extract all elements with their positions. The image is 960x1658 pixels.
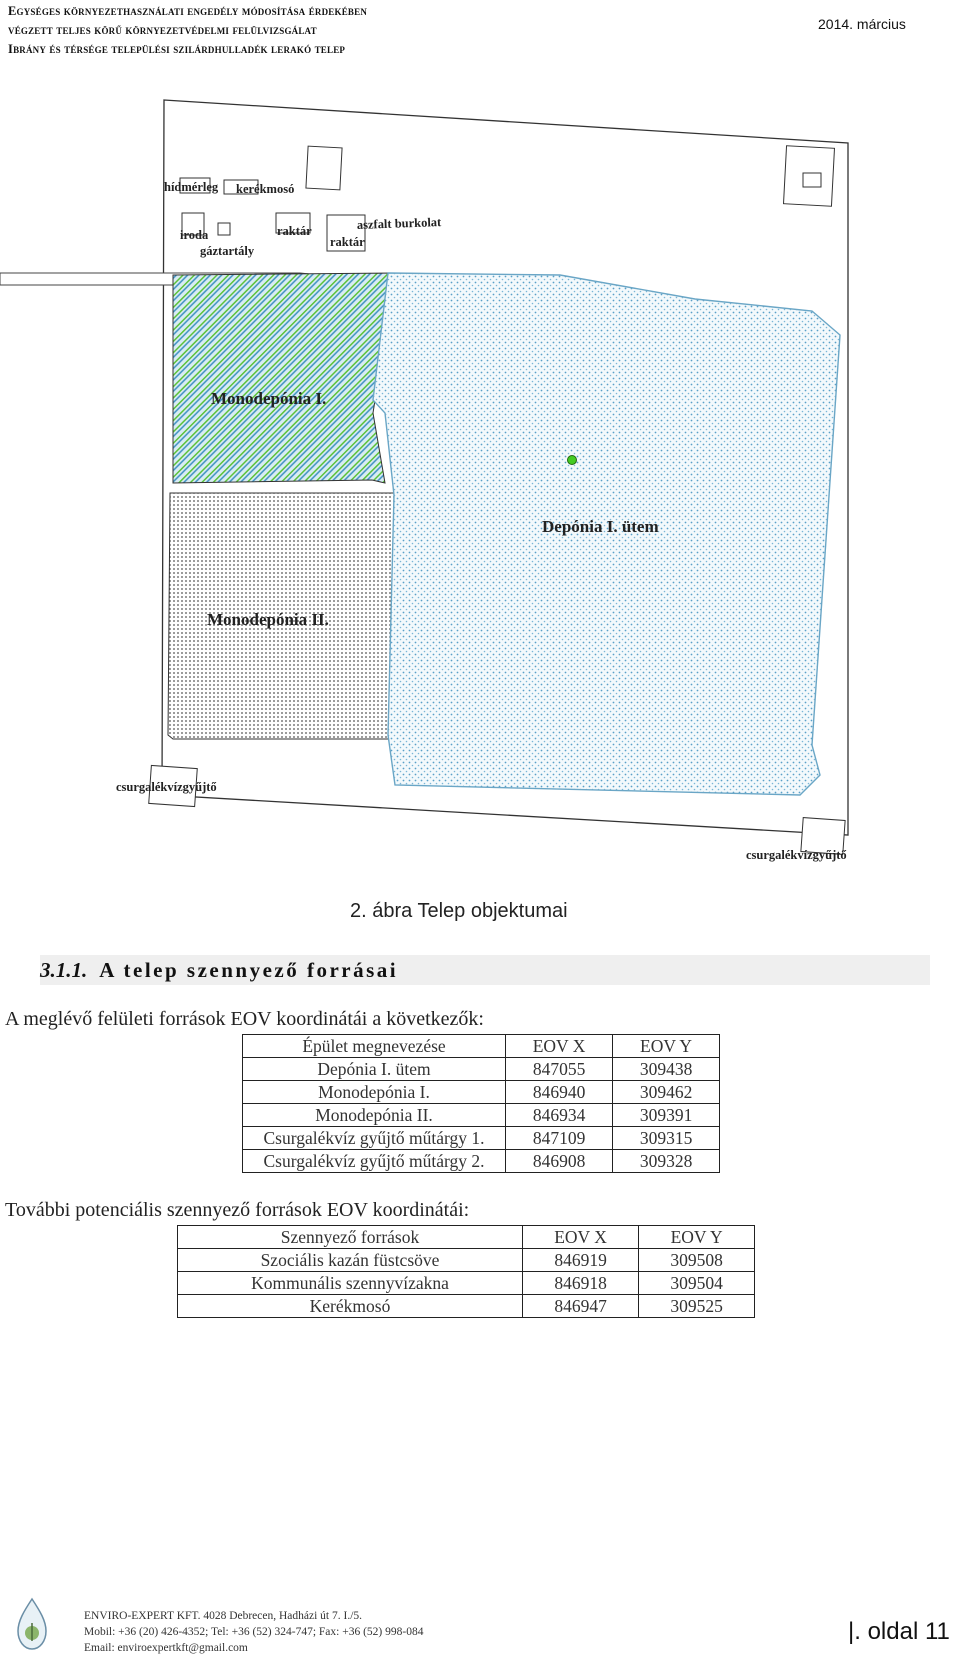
table-cell: Kerékmosó — [178, 1295, 523, 1318]
table-cell: 309525 — [639, 1295, 755, 1318]
map-label-hidmerleg: hídmérleg — [164, 180, 219, 194]
section-title: A telep szennyező forrásai — [99, 957, 399, 982]
table-potential-sources — [177, 1225, 755, 1318]
map-label-aszfalt: aszfalt burkolat — [356, 215, 442, 232]
table-cell: Monodepónia I. — [243, 1081, 506, 1104]
table-cell: 846940 — [506, 1081, 613, 1104]
table-row — [178, 1295, 755, 1318]
table-cell: 846919 — [523, 1249, 639, 1272]
table-row — [243, 1104, 720, 1127]
map-label-csurgalek-2: csurgalékvízgyűjtő — [746, 848, 847, 862]
table2-intro: További potenciális szennyező források EOV koordinátái: — [5, 1199, 470, 1221]
building-gaztartaly — [218, 223, 230, 235]
table-cell: 309438 — [613, 1058, 720, 1081]
map-label-gaztartaly: gáztartály — [200, 244, 255, 258]
table-cell: Depónia I. ütem — [243, 1058, 506, 1081]
figure-caption: 2. ábra Telep objektumai — [350, 900, 568, 922]
map-label-raktar-1: raktár — [277, 224, 312, 238]
table-row — [243, 1127, 720, 1150]
table-cell: Csurgalékvíz gyűjtő műtárgy 2. — [243, 1150, 506, 1173]
header-line-2: végzett teljes körű környezetvédelmi felülvizsgálat — [8, 23, 317, 37]
table-cell: 309391 — [613, 1104, 720, 1127]
table-row — [178, 1249, 755, 1272]
document-header — [8, 2, 628, 59]
table-cell: 846934 — [506, 1104, 613, 1127]
map-label-deponia: Depónia I. ütem — [542, 517, 659, 536]
deponia-marker — [568, 456, 577, 465]
table-cell: Csurgalékvíz gyűjtő műtárgy 1. — [243, 1127, 506, 1150]
section-number: 3.1.1. — [40, 957, 88, 982]
header-line-3: Ibrány és térsége települési szilárdhulladék lerakó telep — [8, 42, 346, 56]
footer-contact — [84, 1608, 423, 1656]
table-header-cell: Épület megnevezése — [243, 1035, 506, 1058]
table-header-row — [243, 1035, 720, 1058]
footer-phones: Mobil: +36 (20) 426-4352; Tel: +36 (52) 324-747; Fax: +36 (52) 998-084 — [84, 1626, 424, 1638]
table-cell: 846918 — [523, 1272, 639, 1295]
map-label-iroda: iroda — [180, 228, 209, 242]
site-map — [0, 95, 880, 885]
table-header-cell: EOV Y — [613, 1035, 720, 1058]
table-row — [243, 1150, 720, 1173]
monodeponia-1-area — [173, 273, 395, 483]
table-row — [243, 1081, 720, 1104]
table-cell: 846908 — [506, 1150, 613, 1173]
table1-intro: A meglévő felületi források EOV koordinátái a következők: — [5, 1008, 484, 1030]
table-cell: Kommunális szennyvízakna — [178, 1272, 523, 1295]
map-label-monodeponia-1: Monodepónia I. — [211, 389, 327, 408]
table-cell: 847055 — [506, 1058, 613, 1081]
header-date: 2014. március — [818, 16, 906, 32]
table-cell: 846947 — [523, 1295, 639, 1318]
table-cell: 309508 — [639, 1249, 755, 1272]
map-label-csurgalek-1: csurgalékvízgyűjtő — [116, 780, 217, 794]
page-number: |. oldal 11 — [848, 1618, 950, 1645]
table-cell: 309315 — [613, 1127, 720, 1150]
table-cell: 309462 — [613, 1081, 720, 1104]
table-row — [178, 1272, 755, 1295]
company-logo-icon — [14, 1593, 50, 1653]
footer-email: Email: enviroexpertkft@gmail.com — [84, 1642, 248, 1654]
building-ne-inner — [803, 173, 821, 187]
table-cell: 309504 — [639, 1272, 755, 1295]
map-label-monodeponia-2: Monodepónia II. — [207, 610, 329, 629]
map-label-raktar-2: raktár — [330, 235, 365, 249]
table-header-cell: EOV X — [506, 1035, 613, 1058]
table-cell: 309328 — [613, 1150, 720, 1173]
table-row — [243, 1058, 720, 1081]
table-header-cell: Szennyező források — [178, 1226, 523, 1249]
table-cell: Monodepónia II. — [243, 1104, 506, 1127]
table-header-cell: EOV Y — [639, 1226, 755, 1249]
table-header-cell: EOV X — [523, 1226, 639, 1249]
header-line-1: Egységes környezethasználati engedély módosítása érdekében — [8, 4, 368, 18]
map-label-kerekmoso: kerékmosó — [236, 182, 295, 196]
table-cell: Szociális kazán füstcsöve — [178, 1249, 523, 1272]
footer-company: ENVIRO-EXPERT KFT. 4028 Debrecen, Hadházi út 7. I./5. — [84, 1610, 363, 1622]
table-cell: 847109 — [506, 1127, 613, 1150]
table-header-row — [178, 1226, 755, 1249]
table-existing-sources — [242, 1034, 720, 1173]
section-heading — [40, 955, 930, 985]
building-top — [306, 146, 342, 190]
